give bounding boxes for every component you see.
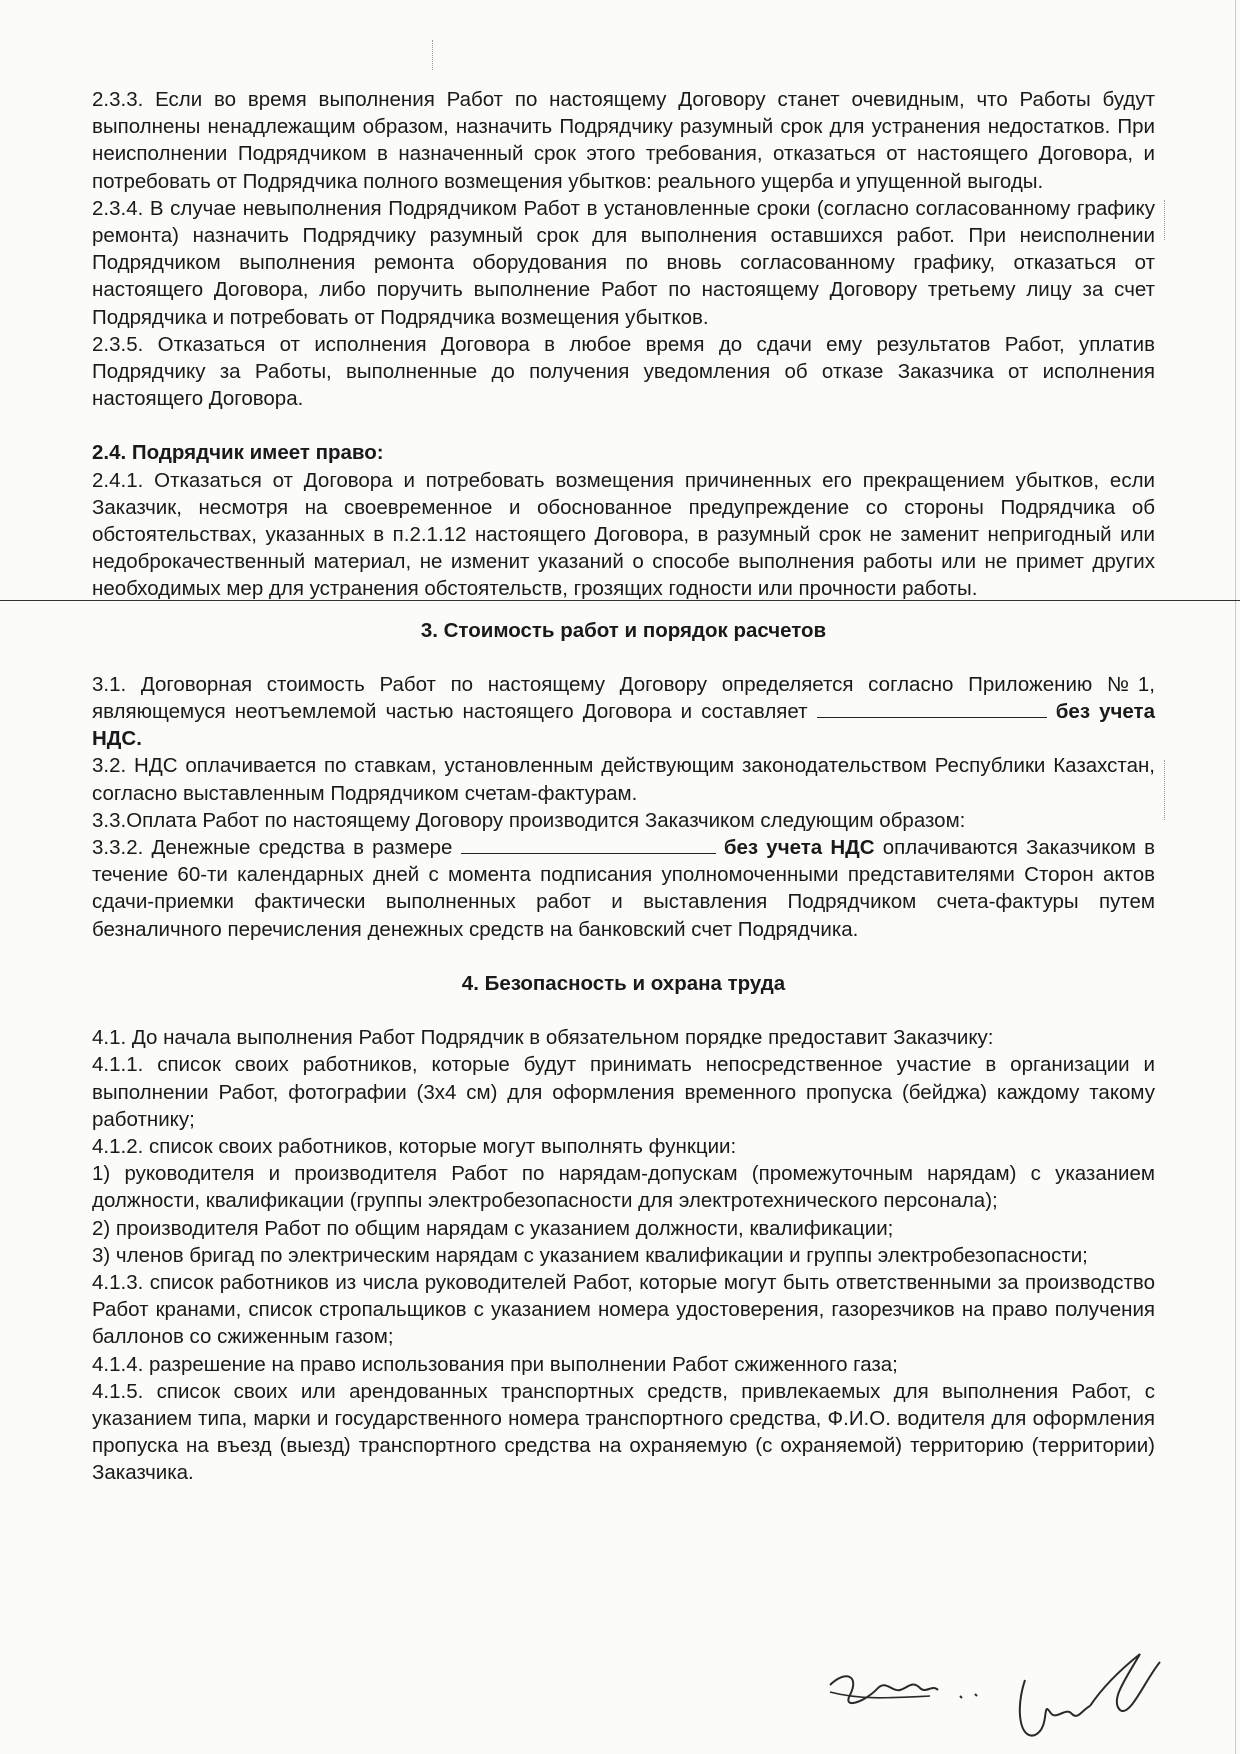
paragraph-4-1-3: 4.1.3. список работников из числа руководителей Работ, которые могут быть ответственными за производство Работ кранами, список стропальщиков с указанием номера удостоверения, газорезчиков на право получения баллонов со сжиженным газом; [92, 1270, 1155, 1349]
paragraph-3-1 [92, 671, 1155, 753]
paragraph-3-1-text: 3.1. Договорная стоимость Работ по настоящему Договору определяется согласно Приложению №1, являющемуся неотъемлемой частью настоящего Договора и составляет [92, 672, 1155, 724]
scan-artifact [432, 40, 433, 70]
signature-mark [830, 1692, 930, 1698]
paragraph-2-3-4: 2.3.4. В случае невыполнения Подрядчиком Работ в установленные сроки (согласно согласованному графику ремонта) назначить Подрядчику разумный срок для выполнения оставшихся работ. При неисполнении Подрядчиком выполнения ремонта оборудования по вновь согласованному графику, отказаться от настоящего Договора, либо поручить выполнение Работ по настоящему Договору третьему лицу за счет Подрядчика и потребовать от Подрядчика возмещения убытков. [92, 196, 1155, 329]
vat-note: без учета НДС [723, 836, 875, 860]
paragraph-3-2: 3.2. НДС оплачивается по ставкам, установленным действующим законодательством Республики Казахстан, согласно выставленным Подрядчиком счетам-фактурам. [92, 754, 1155, 805]
list-item-1: 1) руководителя и производителя Работ по нарядам-допускам (промежуточным нарядам) с указанием должности, квалификации (группы электробезопасности для электротехнического персонала); [92, 1162, 1155, 1213]
paragraph-4-1: 4.1. До начала выполнения Работ Подрядчик в обязательном порядке предоставит Заказчику: [92, 1026, 994, 1050]
signature-mark [1020, 1680, 1090, 1736]
scan-edge [1235, 0, 1236, 1754]
vat-note: без учета НДС [92, 700, 1155, 751]
signature-mark [830, 1676, 938, 1703]
list-item-2: 2) производителя Работ по общим нарядам с указанием должности, квалификации; [92, 1216, 894, 1240]
scan-artifact [1164, 760, 1165, 820]
vat-note-end: . [136, 727, 142, 751]
paragraph-2-3-5: 2.3.5. Отказаться от исполнения Договора в любое время до сдачи ему результатов Работ, уплатив Подрядчику за Работы, выполненные до получения уведомления об отказе Заказчика от исполнения настоящего Договора. [92, 332, 1155, 411]
paragraph-2-4-1: 2.4.1. Отказаться от Договора и потребовать возмещения причиненных его прекращением убытков, если Заказчик, несмотря на своевременное и обоснованное предупреждение со стороны Подрядчика об обстоятельствах, указанных в п.2.1.12 настоящего Договора, в разумный срок не заменит непригодный или недоброкачественный материал, не изменит указаний о способе выполнения работы или не примет других необходимых мер для устранения обстоятельств, грозящих годности или прочности работы. [92, 468, 1155, 601]
scan-artifact [1164, 200, 1165, 240]
section-3-title: 3. Стоимость работ и порядок расчетов [420, 618, 827, 642]
section-4-title: 4. Безопасность и охрана труда [461, 971, 786, 995]
paragraph-3-3: 3.3.Оплата Работ по настоящему Договору производится Заказчиком следующим образом: [92, 808, 966, 832]
paragraph-4-1-1: 4.1.1. список своих работников, которые будут принимать непосредственное участие в организации и выполнении Работ, фотографии (3х4 см) для оформления временного пропуска (бейджа) каждому такому работнику; [92, 1053, 1155, 1131]
paragraph-3-3-2 [92, 834, 1155, 943]
paragraph-4-1-2: 4.1.2. список своих работников, которые могут выполнять функции: [92, 1134, 737, 1158]
handwritten-signatures [820, 1640, 1180, 1750]
signature-mark [960, 1694, 977, 1698]
paragraph-4-1-4: 4.1.4. разрешение на право использования при выполнении Работ сжиженного газа; [92, 1352, 898, 1376]
paragraph-3-3-2-rest: оплачиваются Заказчиком в течение 60-ти календарных дней с момента подписания уполномоченными представителями Сторон актов сдачи-приемки фактически выполненных работ и выставления Подрядчиком счета-фактуры путем безналичного перечисления денежных средств на банковский счет Подрядчика. [92, 836, 1156, 941]
document-body [92, 86, 1155, 1487]
paragraph-3-3-2-lead: 3.3.2. Денежные средства в размере [92, 836, 453, 860]
blank-amount-field [817, 699, 1047, 718]
blank-amount-field [461, 835, 716, 854]
list-item-3: 3) членов бригад по электрическим нарядам с указанием квалификации и группы электробезопасности; [92, 1243, 1088, 1267]
section-2-4-heading: 2.4. Подрядчик имеет право: [92, 441, 384, 465]
paragraph-4-1-5: 4.1.5. список своих или арендованных транспортных средств, привлекаемых для выполнения Работ, с указанием типа, марки и государственного номера транспортного средства, Ф.И.О. водителя для оформления пропуска на въезд (выезд) транспортного средства на охраняемую (с охраняемой) территорию (территории) Заказчика. [92, 1379, 1155, 1485]
signature-mark [1090, 1654, 1160, 1711]
paragraph-2-3-3: 2.3.3. Если во время выполнения Работ по настоящему Договору станет очевидным, что Работы будут выполнены ненадлежащим образом, назначить Подрядчику разумный срок для устранения недостатков. При неисполнении Подрядчиком в назначенный срок этого требования, отказаться от настоящего Договора, и потребовать от Подрядчика полного возмещения убытков: реального ущерба и упущенной выгоды. [92, 88, 1155, 193]
